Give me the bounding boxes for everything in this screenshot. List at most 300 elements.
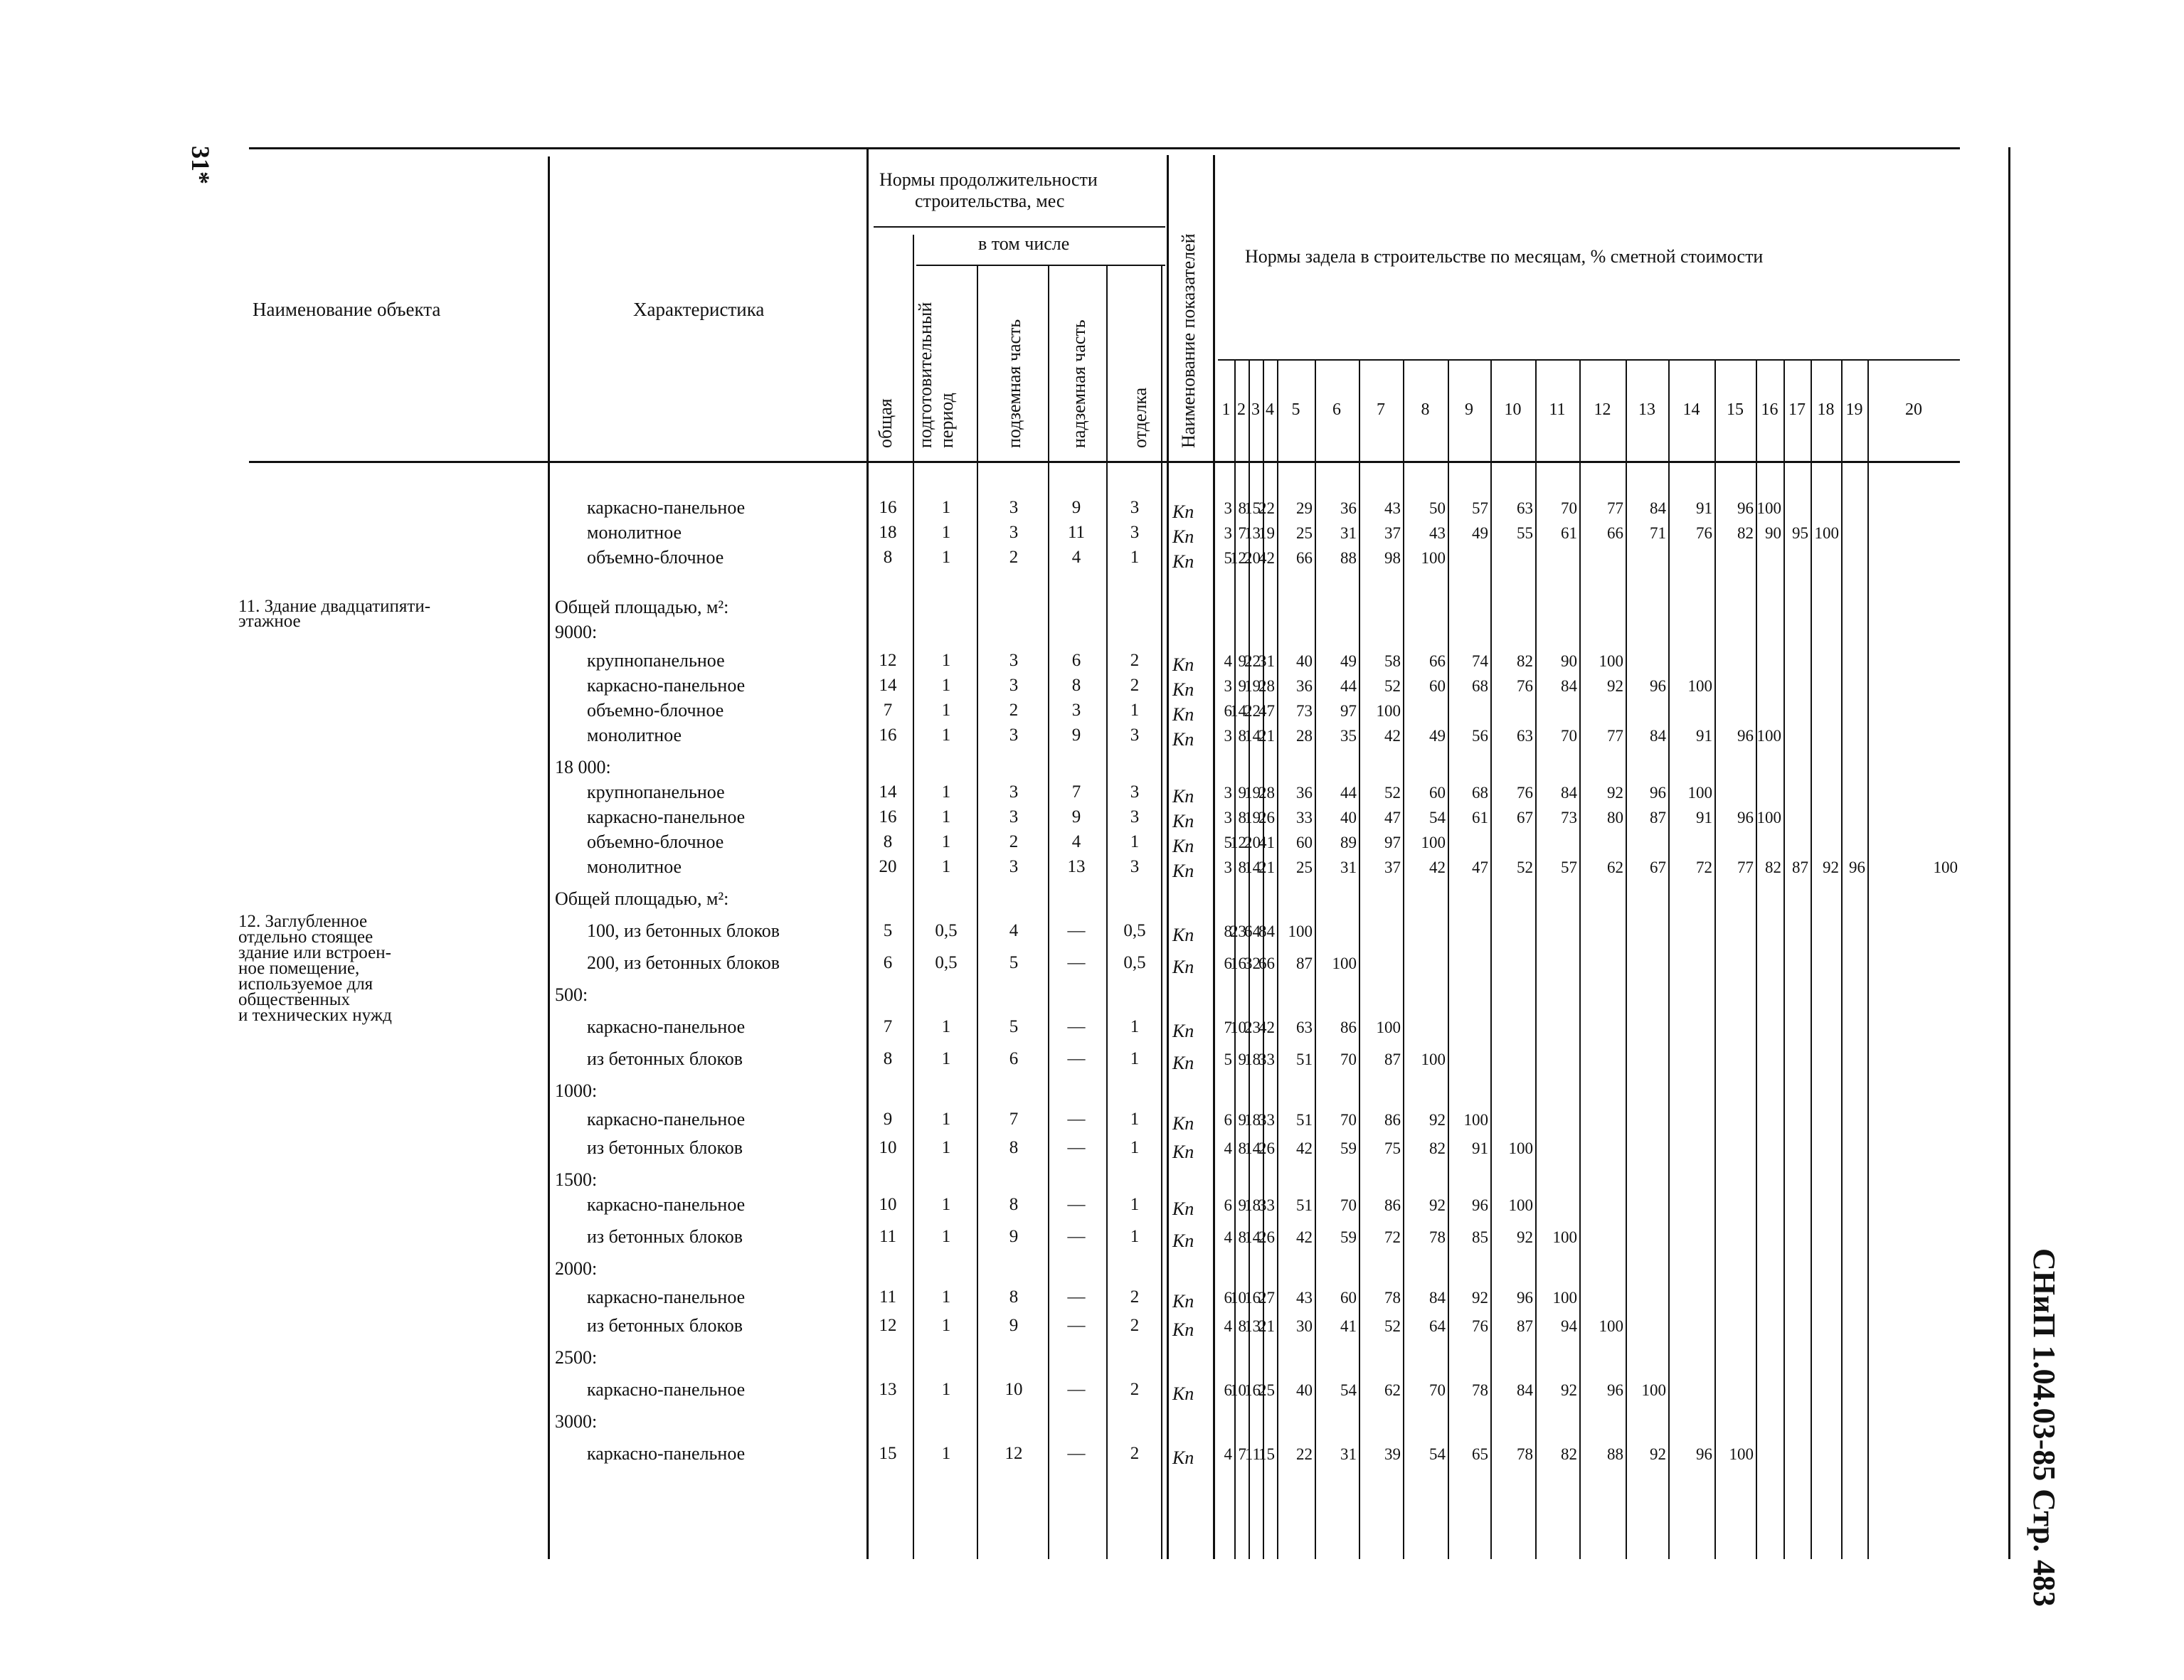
month-value: 3 [1224,783,1232,802]
month-value: 22 [1244,652,1261,670]
row-duration-above: — [1067,953,1086,973]
month-value: 90 [1765,523,1781,542]
month-value: 40 [1340,808,1357,826]
month-value: 44 [1340,676,1357,695]
row-duration-above: — [1067,1195,1086,1215]
header-col-indicator: Наименование показателей [1178,233,1199,448]
column-rule [1161,265,1162,1559]
month-value: 100 [1376,701,1401,720]
row-duration-finish: 3 [1130,807,1140,827]
month-value: 47 [1258,701,1275,720]
row-duration-finish: 1 [1130,1049,1140,1069]
month-value: 70 [1340,1110,1357,1129]
month-value: 21 [1258,858,1275,876]
month-value: 40 [1296,1381,1313,1399]
row-duration-under: 3 [1009,498,1019,518]
month-value: 6 [1224,1196,1232,1214]
row-label: объемно-блочное [587,699,724,721]
month-header-14: 14 [1682,400,1700,419]
month-value: 73 [1296,701,1313,720]
row-duration-under: 5 [1009,953,1019,973]
month-header-15: 15 [1727,400,1744,419]
month-value: 41 [1258,833,1275,851]
month-value: 8 [1238,499,1246,517]
month-value: 42 [1429,858,1446,876]
row-duration-finish: 3 [1130,498,1140,518]
month-value: 25 [1296,523,1313,542]
month-value: 44 [1340,783,1357,802]
row-duration-total: 12 [879,651,897,671]
month-value: 51 [1296,1110,1313,1129]
month-header-9: 9 [1465,400,1473,419]
month-value: 68 [1472,676,1488,695]
month-value: 8 [1238,808,1246,826]
month-header-1: 1 [1221,400,1231,419]
month-value: 3 [1224,858,1232,876]
month-value: 91 [1472,1139,1488,1157]
row-duration-under: 3 [1009,807,1019,827]
month-value: 97 [1384,833,1401,851]
row-label: 100, из бетонных блоков [587,920,780,941]
month-value: 8 [1238,726,1246,745]
month-value: 61 [1472,808,1488,826]
month-value: 19 [1244,808,1261,826]
month-value: 16 [1230,954,1246,972]
month-value: 33 [1258,1050,1275,1068]
month-value: 32 [1244,954,1261,972]
month-value: 54 [1429,808,1446,826]
row-duration-prep: 1 [941,1138,951,1158]
month-value: 59 [1340,1228,1357,1246]
month-header-5: 5 [1291,400,1300,419]
month-value: 29 [1296,499,1313,517]
month-value: 84 [1650,499,1666,517]
row-duration-prep: 1 [941,782,951,802]
month-value: 6 [1224,1110,1232,1129]
month-value: 14 [1244,1228,1261,1246]
header-col-underground: подземная часть [1004,319,1024,448]
month-value: 100 [1814,523,1839,542]
header-including: в том числе [978,233,1070,254]
header-col-total: общая [875,398,896,448]
month-value: 31 [1340,523,1357,542]
month-value: 96 [1737,499,1754,517]
row-duration-prep: 1 [941,1227,951,1247]
month-value: 100 [1756,499,1781,517]
month-value: 16 [1244,1288,1261,1307]
month-value: 77 [1607,726,1623,745]
month-value: 54 [1429,1445,1446,1463]
month-value: 62 [1384,1381,1401,1399]
column-rule [1448,359,1449,1559]
row-label: каркасно-панельное [587,1286,746,1307]
column-rule [1841,359,1843,1559]
row-duration-total: 9 [883,1110,893,1129]
month-value: 63 [1517,499,1533,517]
row-group-label: Общей площадью, м²: [555,596,729,617]
month-value: 37 [1384,858,1401,876]
month-value: 10 [1230,1018,1246,1036]
month-value: 47 [1384,808,1401,826]
month-value: 36 [1296,783,1313,802]
month-value: 92 [1607,676,1623,695]
row-duration-above: — [1067,1138,1086,1158]
column-rule [977,265,978,1559]
row-duration-above: — [1067,1017,1086,1037]
month-value: 96 [1607,1381,1623,1399]
month-value: 6 [1224,701,1232,720]
row-duration-under: 3 [1009,857,1019,877]
row-duration-total: 14 [879,676,897,696]
month-value: 7 [1238,1445,1246,1463]
row-label: каркасно-панельное [587,806,746,827]
header-duration-subtitle: строительства, мес [915,191,1065,211]
row-duration-finish: 3 [1130,523,1140,543]
row-label: из бетонных блоков [587,1314,743,1336]
row-indicator: Кп [1172,956,1194,977]
column-rule [1756,359,1757,1559]
month-value: 52 [1384,676,1401,695]
row-duration-total: 14 [879,782,897,802]
row-label: каркасно-панельное [587,1442,746,1464]
month-value: 19 [1244,676,1261,695]
month-value: 14 [1244,726,1261,745]
month-value: 31 [1340,858,1357,876]
month-value: 9 [1238,1196,1246,1214]
month-header-4: 4 [1266,400,1274,419]
row-duration-above: — [1067,1049,1086,1069]
month-header-8: 8 [1421,400,1430,419]
row-duration-prep: 1 [941,1444,951,1464]
row-duration-above: — [1067,1110,1086,1129]
month-value: 20 [1244,833,1261,851]
month-value: 4 [1224,1228,1232,1246]
month-value: 96 [1650,783,1666,802]
row-duration-under: 8 [1009,1287,1019,1307]
row-label: крупнопанельное [587,781,725,802]
month-value: 43 [1296,1288,1313,1307]
month-value: 42 [1296,1139,1313,1157]
month-value: 82 [1429,1139,1446,1157]
row-duration-total: 5 [883,921,893,941]
row-group-label: 500: [555,984,588,1005]
month-value: 86 [1384,1196,1401,1214]
row-duration-total: 7 [883,1017,893,1037]
row-duration-finish: 2 [1130,676,1140,696]
row-duration-under: 8 [1009,1138,1019,1158]
row-duration-prep: 1 [941,651,951,671]
month-header-19: 19 [1845,400,1863,419]
row-label: каркасно-панельное [587,674,746,696]
column-rule [1359,359,1360,1559]
month-value: 60 [1340,1288,1357,1307]
row-indicator: Кп [1172,1198,1194,1219]
including-subrule [916,265,1165,266]
month-value: 76 [1472,1317,1488,1335]
row-duration-above: — [1067,1444,1086,1464]
month-value: 9 [1238,676,1246,695]
month-value: 9 [1238,652,1246,670]
month-value: 100 [1421,1050,1446,1068]
row-duration-total: 7 [883,701,893,721]
row-indicator: Кп [1172,1020,1194,1041]
duration-subrule [874,226,1165,228]
month-value: 22 [1258,499,1275,517]
month-value: 80 [1607,808,1623,826]
month-value: 74 [1472,652,1488,670]
column-rule [1535,359,1537,1559]
month-value: 3 [1224,676,1232,695]
month-value: 11 [1244,1445,1261,1463]
month-value: 26 [1258,808,1275,826]
row-duration-total: 10 [879,1138,897,1158]
row-group-label: Общей площадью, м²: [555,888,729,909]
row-duration-above: 4 [1071,548,1081,568]
row-duration-prep: 1 [941,807,951,827]
month-value: 96 [1737,808,1754,826]
month-value: 6 [1224,954,1232,972]
month-value: 84 [1429,1288,1446,1307]
row-indicator: Кп [1172,679,1194,700]
month-value: 78 [1429,1228,1446,1246]
month-value: 84 [1561,676,1577,695]
month-value: 13 [1244,1317,1261,1335]
month-header-17: 17 [1788,400,1806,419]
month-value: 33 [1258,1196,1275,1214]
month-value: 87 [1296,954,1313,972]
month-value: 96 [1737,726,1754,745]
section-12-label: 12. Заглубленное отдельно стоящее здание или встроен- ное помещение, используемое для общественных и технических нужд [238,912,392,1025]
row-indicator: Кп [1172,654,1194,675]
month-value: 49 [1429,726,1446,745]
row-duration-above: 9 [1071,725,1081,745]
row-indicator: Кп [1172,1383,1194,1404]
month-value: 100 [1599,1317,1623,1335]
row-duration-total: 15 [879,1444,897,1464]
month-value: 89 [1340,833,1357,851]
month-value: 21 [1258,726,1275,745]
month-value: 76 [1517,676,1533,695]
column-rule [1277,359,1278,1559]
row-indicator: Кп [1172,1447,1194,1468]
row-duration-finish: 1 [1130,1138,1140,1158]
page-marker: 31* [186,146,215,184]
month-value: 98 [1384,548,1401,567]
month-value: 100 [1508,1196,1533,1214]
month-value: 100 [1729,1445,1754,1463]
month-value: 88 [1607,1445,1623,1463]
month-value: 100 [1933,858,1958,876]
column-rule [1714,359,1716,1559]
month-value: 33 [1296,808,1313,826]
row-duration-under: 2 [1009,548,1019,568]
row-label: крупнопанельное [587,649,725,671]
row-duration-above: 9 [1071,807,1081,827]
month-value: 12 [1230,548,1246,567]
month-value: 47 [1472,858,1488,876]
row-group-label: 2000: [555,1258,598,1279]
row-duration-above: 8 [1071,676,1081,696]
month-value: 8 [1224,922,1232,940]
month-value: 4 [1224,1445,1232,1463]
column-rule [1579,359,1581,1559]
month-value: 87 [1384,1050,1401,1068]
month-value: 91 [1696,808,1712,826]
header-col-prep: подготовительный [915,302,935,448]
month-value: 9 [1238,783,1246,802]
month-header-11: 11 [1549,400,1566,419]
month-value: 100 [1687,676,1712,695]
row-duration-prep: 1 [941,1380,951,1400]
month-value: 6 [1224,1381,1232,1399]
row-duration-finish: 3 [1130,725,1140,745]
row-duration-above: — [1067,1227,1086,1247]
month-value: 96 [1517,1288,1533,1307]
row-duration-above: 6 [1071,651,1081,671]
section-11-label: 11. Здание двадцатипяти- этажное [238,597,431,632]
column-rule [1783,359,1785,1559]
month-value: 22 [1296,1445,1313,1463]
month-value: 19 [1258,523,1275,542]
month-value: 68 [1472,783,1488,802]
months-subrule [1218,359,1960,361]
month-value: 50 [1429,499,1446,517]
row-duration-prep: 1 [941,523,951,543]
month-value: 12 [1230,833,1246,851]
month-value: 92 [1561,1381,1577,1399]
row-duration-finish: 1 [1130,548,1140,568]
month-value: 100 [1288,922,1313,940]
month-value: 92 [1607,783,1623,802]
month-value: 97 [1340,701,1357,720]
month-value: 4 [1224,1139,1232,1157]
month-value: 33 [1258,1110,1275,1129]
month-value: 52 [1384,1317,1401,1335]
row-duration-finish: 2 [1130,1380,1140,1400]
month-value: 90 [1561,652,1577,670]
month-value: 66 [1258,954,1275,972]
month-value: 96 [1849,858,1865,876]
month-value: 70 [1561,726,1577,745]
column-rule [1315,359,1316,1559]
month-value: 92 [1472,1288,1488,1307]
month-value: 4 [1224,1317,1232,1335]
row-duration-finish: 1 [1130,1227,1140,1247]
column-rule [1626,359,1627,1559]
month-value: 86 [1340,1018,1357,1036]
row-indicator: Кп [1172,860,1194,881]
month-value: 96 [1650,676,1666,695]
month-value: 30 [1296,1317,1313,1335]
month-value: 41 [1340,1317,1357,1335]
column-rule [548,156,550,469]
month-value: 20 [1244,548,1261,567]
month-value: 66 [1429,652,1446,670]
row-duration-prep: 1 [941,857,951,877]
month-value: 100 [1599,652,1623,670]
column-rule [1048,265,1049,1559]
month-value: 10 [1230,1288,1246,1307]
month-value: 87 [1650,808,1666,826]
row-duration-prep: 1 [941,1287,951,1307]
month-value: 70 [1340,1050,1357,1068]
row-duration-under: 2 [1009,701,1019,721]
month-value: 60 [1429,783,1446,802]
month-value: 73 [1561,808,1577,826]
row-duration-under: 3 [1009,523,1019,543]
month-value: 92 [1429,1196,1446,1214]
row-duration-finish: 2 [1130,1316,1140,1336]
row-duration-under: 2 [1009,832,1019,852]
month-value: 5 [1224,1050,1232,1068]
month-value: 18 [1244,1196,1261,1214]
month-value: 77 [1607,499,1623,517]
month-value: 100 [1463,1110,1488,1129]
row-group-label: 18 000: [555,756,611,777]
month-value: 82 [1737,523,1754,542]
month-header-16: 16 [1761,400,1779,419]
month-value: 22 [1244,701,1261,720]
row-indicator: Кп [1172,526,1194,547]
row-indicator: Кп [1172,501,1194,522]
row-duration-under: 10 [1004,1380,1023,1400]
month-value: 82 [1561,1445,1577,1463]
month-value: 36 [1296,676,1313,695]
month-value: 3 [1224,808,1232,826]
row-duration-above: 13 [1067,857,1086,877]
row-duration-under: 7 [1009,1110,1019,1129]
row-label: каркасно-панельное [587,1016,746,1037]
row-duration-finish: 2 [1130,1287,1140,1307]
month-value: 63 [1517,726,1533,745]
row-duration-prep: 0,5 [935,921,958,941]
row-duration-prep: 1 [941,1195,951,1215]
row-duration-above: 7 [1071,782,1081,802]
row-duration-total: 8 [883,1049,893,1069]
month-value: 57 [1561,858,1577,876]
month-value: 15 [1258,1445,1275,1463]
month-value: 7 [1238,523,1246,542]
row-duration-total: 16 [879,498,897,518]
month-value: 84 [1517,1381,1533,1399]
row-duration-above: 4 [1071,832,1081,852]
row-group-label: 1500: [555,1169,598,1190]
month-value: 8 [1238,858,1246,876]
month-value: 7 [1224,1018,1232,1036]
header-bottom-rule [249,461,1960,463]
month-value: 31 [1340,1445,1357,1463]
month-value: 100 [1756,726,1781,745]
column-rule [1668,359,1670,1559]
month-value: 28 [1258,783,1275,802]
row-indicator: Кп [1172,785,1194,807]
row-duration-prep: 1 [941,701,951,721]
row-indicator: Кп [1172,1319,1194,1340]
row-duration-finish: 1 [1130,1110,1140,1129]
month-value: 28 [1296,726,1313,745]
month-value: 15 [1244,499,1261,517]
row-label: 200, из бетонных блоков [587,952,780,973]
month-value: 91 [1696,726,1712,745]
month-header-10: 10 [1504,400,1522,419]
month-value: 10 [1230,1381,1246,1399]
month-header-7: 7 [1377,400,1385,419]
row-label: каркасно-панельное [587,1378,746,1400]
row-duration-above: 3 [1071,701,1081,721]
month-value: 19 [1244,783,1261,802]
month-value: 60 [1296,833,1313,851]
row-label: из бетонных блоков [587,1137,743,1158]
